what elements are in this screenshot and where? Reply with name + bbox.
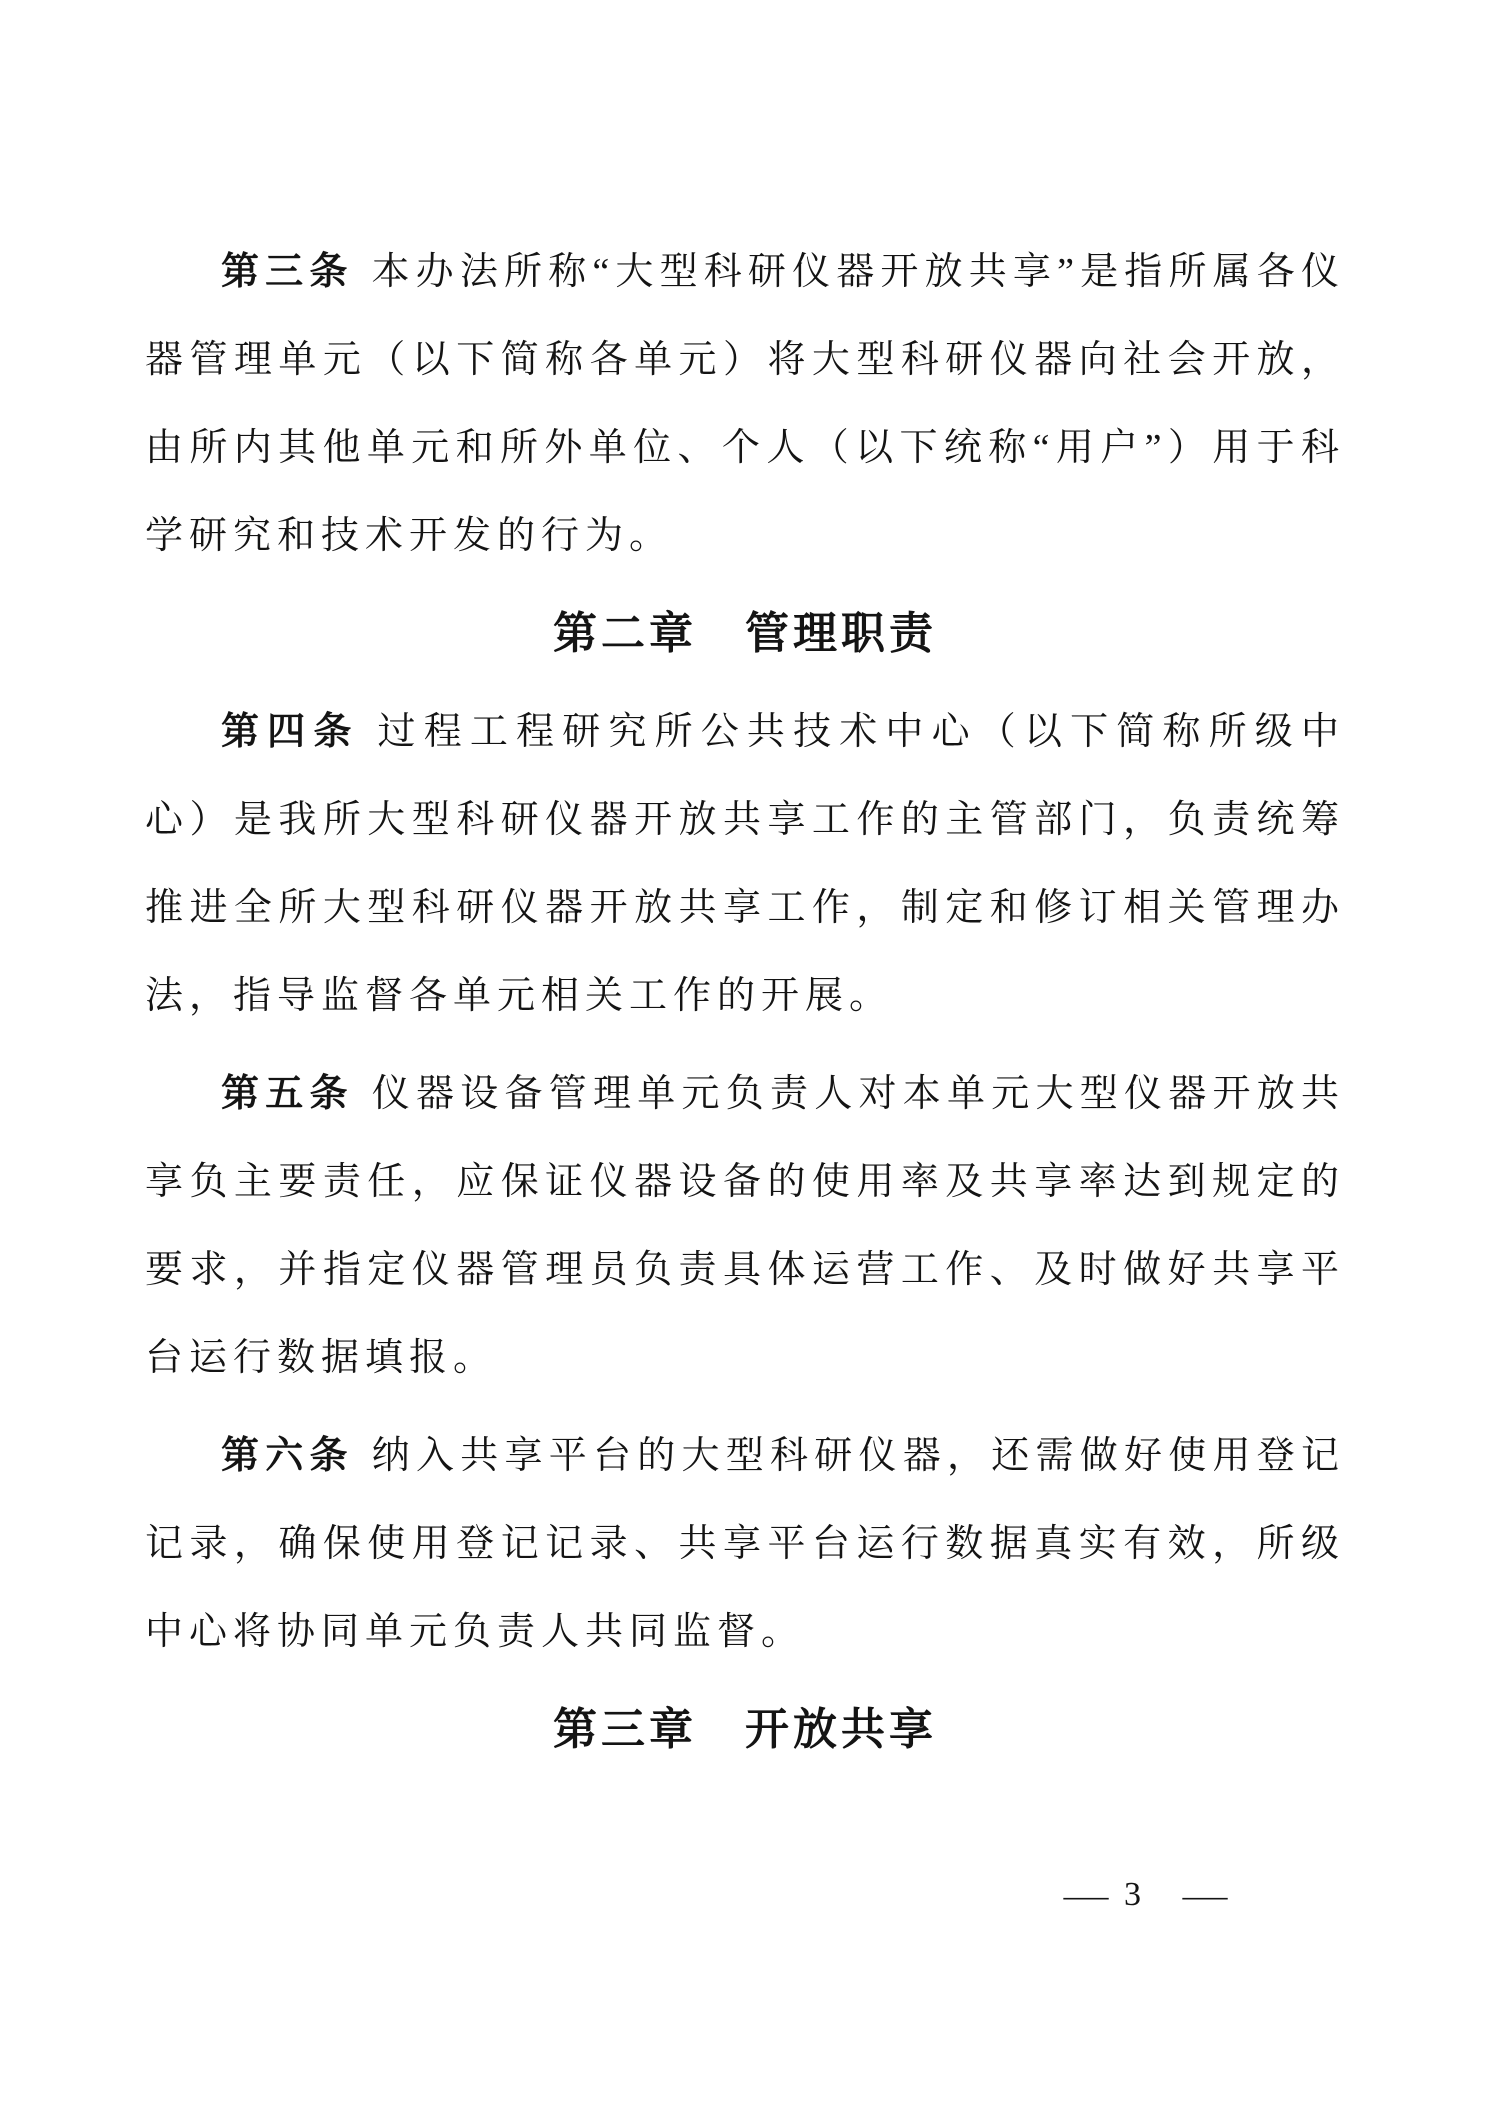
- article-5-label: 第五条: [221, 1073, 354, 1115]
- article-4-paragraph: [145, 688, 1345, 1040]
- article-6-label: 第六条: [221, 1435, 354, 1477]
- page-number-value: 3: [1124, 1876, 1141, 1913]
- page-number-dash-left: —: [1063, 1876, 1109, 1913]
- article-3-label: 第三条: [221, 251, 354, 293]
- article-3-text: 本办法所称“大型科研仪器开放共享”是指所属各仪器管理单元（以下简称各单元）将大型科研仪器向社会开放，由所内其他单元和所外单位、个人（以下统称“用户”）用于科学研究和技术开发的行为。: [145, 251, 1345, 557]
- article-3-paragraph: [145, 228, 1345, 580]
- page-number-dash-right: —: [1182, 1876, 1228, 1913]
- article-6-paragraph: [145, 1412, 1345, 1676]
- article-6-text: 纳入共享平台的大型科研仪器，还需做好使用登记记录，确保使用登记记录、共享平台运行数据真实有效，所级中心将协同单元负责人共同监督。: [145, 1435, 1345, 1653]
- article-5-text: 仪器设备管理单元负责人对本单元大型仪器开放共享负主要责任，应保证仪器设备的使用率及共享率达到规定的要求，并指定仪器管理员负责具体运营工作、及时做好共享平台运行数据填报。: [145, 1073, 1345, 1379]
- chapter-3-heading: 第三章 开放共享: [553, 1705, 937, 1754]
- article-4-text: 过程工程研究所公共技术中心（以下简称所级中心）是我所大型科研仪器开放共享工作的主管部门，负责统筹推进全所大型科研仪器开放共享工作，制定和修订相关管理办法，指导监督各单元相关工作的开展。: [145, 711, 1345, 1017]
- page-number: [1063, 1876, 1228, 1914]
- article-4-label: 第四条: [221, 711, 360, 753]
- chapter-2-heading: 第二章 管理职责: [553, 609, 937, 658]
- document-body: [145, 228, 1345, 1784]
- article-5-paragraph: [145, 1050, 1345, 1402]
